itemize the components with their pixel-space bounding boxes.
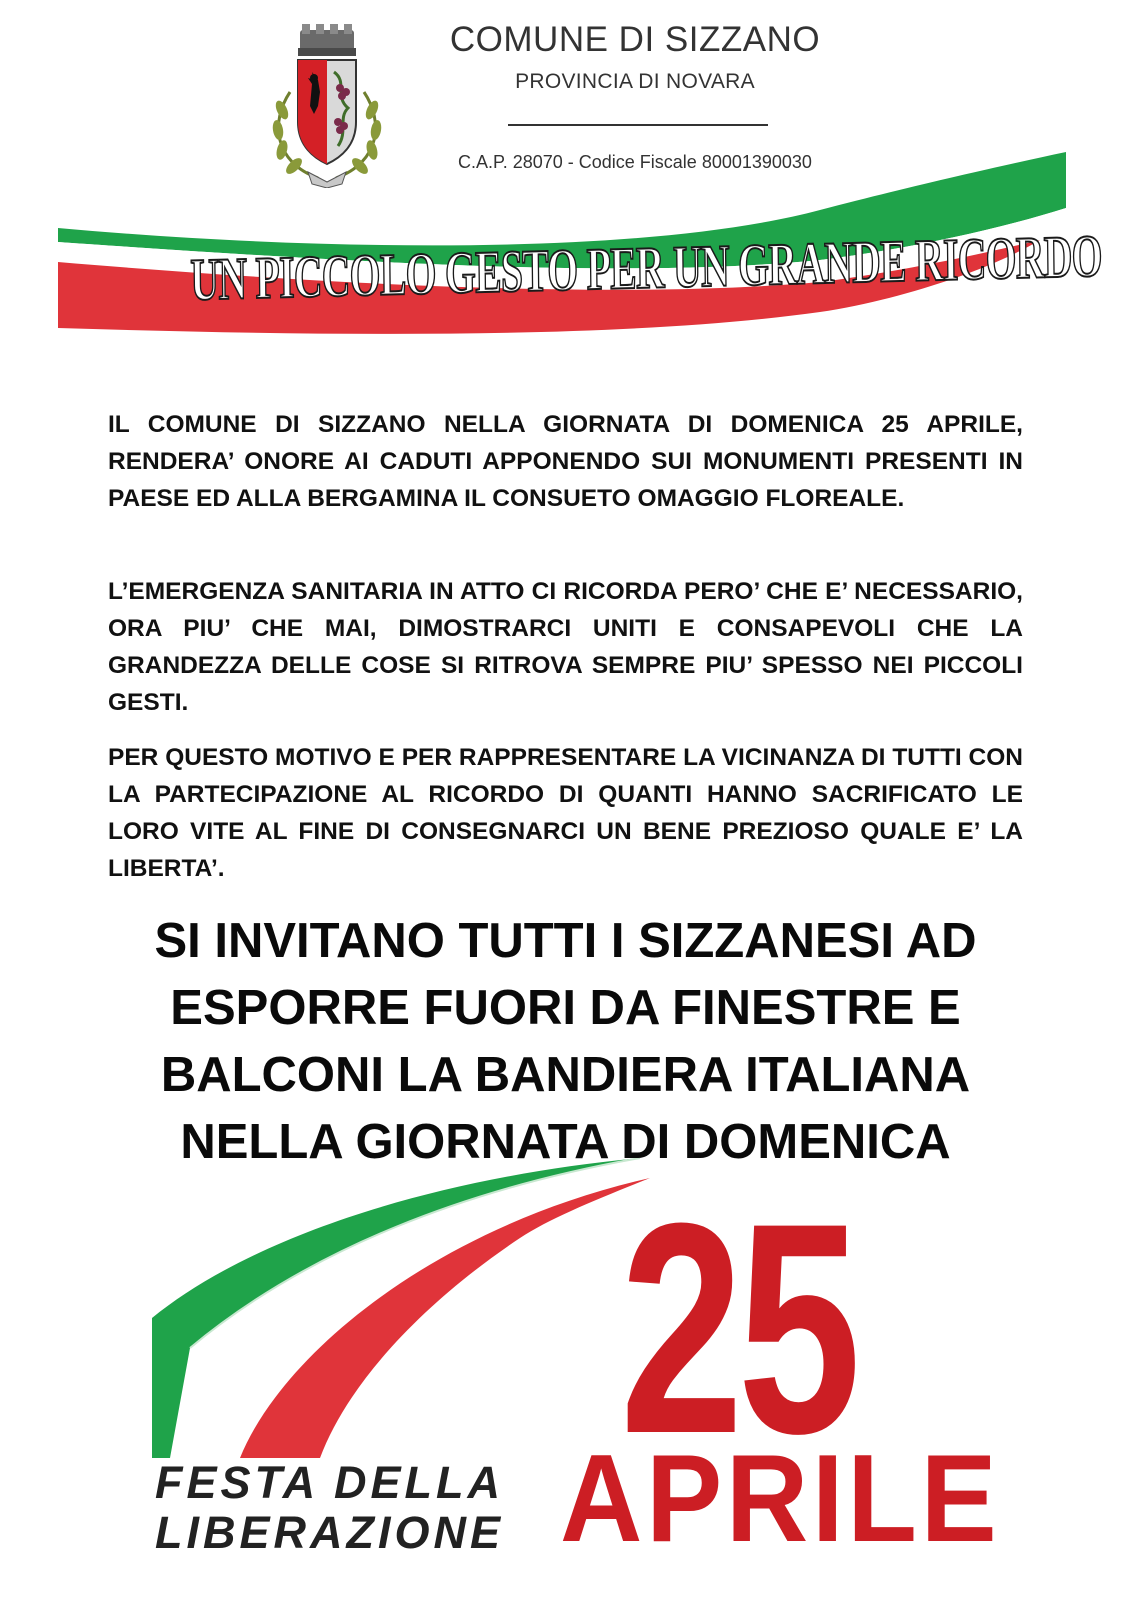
- invitation-line: NELLA GIORNATA DI DOMENICA: [180, 1115, 951, 1169]
- festa-caption-line: FESTA DELLA: [155, 1457, 504, 1508]
- announcement-paragraph: PER QUESTO MOTIVO E PER RAPPRESENTARE LA VICINANZA DI TUTTI CON LA PARTECIPAZIONE AL RICORDO DI QUANTI HANNO SACRIFICATO LE LORO VITE AL FINE DI CONSEGNARCI UN BENE PREZIOSO QUALE E’ LA LIBERTA’.: [108, 744, 1023, 882]
- announcement-paragraph: IL COMUNE DI SIZZANO NELLA GIORNATA DI DOMENICA 25 APRILE, RENDERA’ ONORE AI CADUTI APPONENDO SUI MONUMENTI PRESENTI IN PAESE ED ALLA BERGAMINA IL CONSUETO OMAGGIO FLOREALE.: [108, 411, 1023, 512]
- invitation-line: ESPORRE FUORI DA FINESTRE E: [170, 981, 961, 1035]
- cap-fiscal-code-line: C.A.P. 28070 - Codice Fiscale 80001390030: [458, 152, 812, 172]
- banner-slogan: UN PICCOLO GESTO PER UN GRANDE RICORDO: [190, 222, 1103, 313]
- invitation-line: SI INVITANO TUTTI I SIZZANESI AD: [154, 914, 977, 968]
- festa-caption-line: LIBERAZIONE: [155, 1507, 505, 1558]
- festa-month: APRILE: [560, 1430, 1001, 1568]
- invitation-heading: [70, 908, 1061, 1176]
- provincia-name: PROVINCIA DI NOVARA: [515, 70, 755, 93]
- festa-tricolore-swoosh: [130, 1158, 670, 1458]
- festa-day-number: 25: [620, 1160, 856, 1496]
- header-divider: [508, 124, 768, 126]
- invitation-line: BALCONI LA BANDIERA ITALIANA: [160, 1048, 971, 1102]
- announcement-paragraph: L’EMERGENZA SANITARIA IN ATTO CI RICORDA PERO’ CHE E’ NECESSARIO, ORA PIU’ CHE MAI, DIMOSTRARCI UNITI E CONSAPEVOLI CHE LA GRANDEZZA DELLE COSE SI RITROVA SEMPRE PIU’ SPESSO NEI PICCOLI GESTI.: [108, 578, 1023, 716]
- comune-name: COMUNE DI SIZZANO: [449, 20, 821, 59]
